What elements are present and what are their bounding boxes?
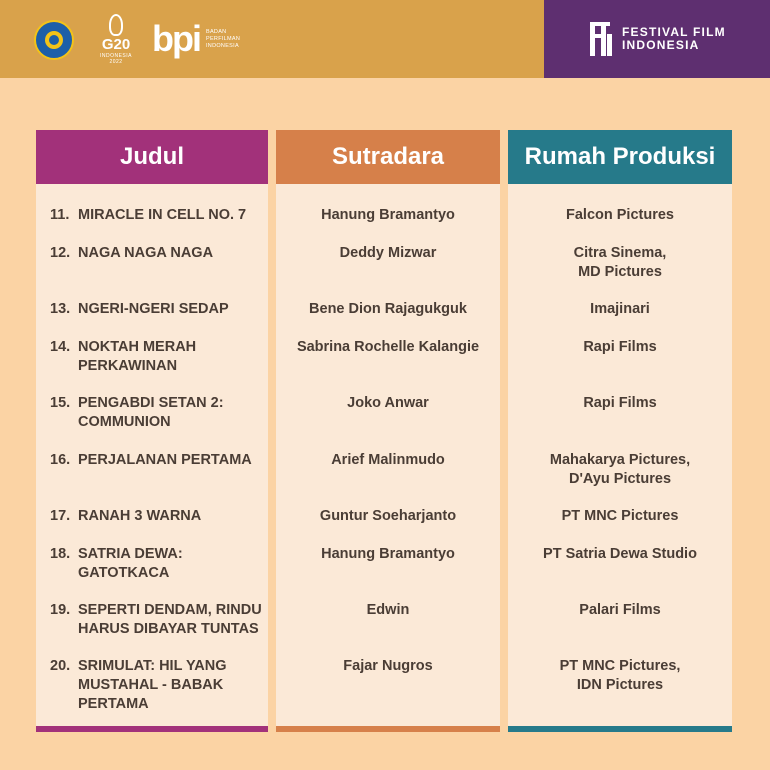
g20-logo [96,14,136,66]
sutradara-header: Sutradara [276,130,500,184]
cell-line: Falcon Pictures [566,207,674,223]
film-title [78,244,264,263]
cell-line: Rapi Films [583,395,657,411]
bpi-sub-line: INDONESIA [205,42,239,49]
cell-line: Joko Anwar [347,395,429,411]
production-cell [508,545,732,564]
director-cell [276,657,500,676]
bpi-logo [152,18,240,60]
title-cell [50,657,264,714]
cell-line: SATRIA DEWA: [78,546,183,562]
g20-sub: INDONESIA 2022 [99,53,132,65]
cell-line: MIRACLE IN CELL NO. 7 [78,207,247,223]
director-cell [276,394,500,413]
film-title [78,300,264,319]
bpi-sub-line: PERFILMAN [205,35,241,42]
film-title [78,394,264,432]
title-cell [50,300,264,319]
production-cell [508,244,732,282]
cell-line: PT MNC Pictures, [559,658,681,674]
cell-line: PENGABDI SETAN 2: [78,395,224,411]
cell-line: SEPERTI DENDAM, RINDU [78,602,262,618]
rumah-produksi-footer-bar [508,726,732,732]
cell-line: HARUS DIBAYAR TUNTAS [78,621,259,637]
cell-line: D'Ayu Pictures [568,471,672,487]
festival-title-line2: INDONESIA [622,38,700,52]
sutradara-footer-bar [276,726,500,732]
festival-panel [544,0,770,78]
cell-line: PERJALANAN PERTAMA [78,452,252,468]
cell-line: Fajar Nugros [343,658,433,674]
judul-header: Judul [36,130,268,184]
cell-line: COMMUNION [78,414,171,430]
production-cell [508,657,732,695]
row-number: 19. [50,602,71,618]
rumah-produksi-header: Rumah Produksi [508,130,732,184]
row-number: 16. [50,452,71,468]
judul-footer-bar [36,726,268,732]
production-cell [508,451,732,489]
header-bar [0,0,770,78]
cell-line: NGERI-NGERI SEDAP [78,301,229,317]
film-title [78,206,264,225]
row-number: 13. [50,301,71,317]
cell-line: PT MNC Pictures [561,508,679,524]
cell-line: Bene Dion Rajagukguk [309,301,467,317]
row-number: 11. [50,207,70,223]
row-number: 12. [50,245,71,261]
row-number: 20. [50,658,71,674]
cell-line: PT Satria Dewa Studio [543,546,697,562]
production-cell [508,507,732,526]
cell-line: SRIMULAT: HIL YANG [78,658,227,674]
production-cell [508,394,732,413]
director-cell [276,545,500,564]
row-number: 14. [50,339,71,355]
cell-line: Hanung Bramantyo [321,546,455,562]
cell-line: Mahakarya Pictures, [549,452,691,468]
film-title [78,507,264,526]
cell-line: Guntur Soeharjanto [319,508,457,524]
director-cell [276,507,500,526]
cell-line: Hanung Bramantyo [321,207,455,223]
cell-line: Arief Malinmudo [331,452,445,468]
title-cell [50,244,264,263]
g20-flame-icon [109,14,123,36]
production-cell [508,601,732,620]
cell-line: Palari Films [579,602,661,618]
cell-line: NAGA NAGA NAGA [78,245,214,261]
film-title [78,338,264,376]
director-cell [276,451,500,470]
production-cell [508,300,732,319]
cell-line: Imajinari [590,301,650,317]
festival-title [622,26,726,52]
title-cell [50,545,264,583]
kemdikbud-logo-icon [34,20,74,60]
director-cell [276,206,500,225]
title-cell [50,206,264,225]
cell-line: Citra Sinema, [573,245,667,261]
director-cell [276,244,500,263]
director-cell [276,300,500,319]
title-cell [50,338,264,376]
bpi-label: bpi [152,18,200,59]
festival-title-line1: FESTIVAL FILM [622,25,726,39]
title-cell [50,507,264,526]
cell-line: Deddy Mizwar [339,245,437,261]
judul-column [36,130,268,732]
production-cell [508,338,732,357]
cell-line: RANAH 3 WARNA [78,508,202,524]
cell-line: PERKAWINAN [78,358,178,374]
cell-line: Sabrina Rochelle Kalangie [296,339,480,355]
rumah-produksi-column [508,130,732,732]
director-cell [276,338,500,357]
cell-line: MUSTAHAL - BABAK [78,677,224,693]
cell-line: Rapi Films [583,339,657,355]
title-cell [50,451,264,470]
cell-line: Edwin [366,602,410,618]
g20-label: G20 [101,36,131,53]
bpi-sub-line: BADAN [205,28,227,35]
row-number: 18. [50,546,71,562]
title-cell [50,394,264,432]
cell-line: IDN Pictures [576,677,664,693]
film-title [78,545,264,583]
ffi-logo-icon [590,22,612,56]
cell-line: NOKTAH MERAH [78,339,197,355]
title-cell [50,601,264,639]
film-title [78,601,264,639]
director-cell [276,601,500,620]
film-title [78,451,264,470]
row-number: 17. [50,508,71,524]
production-cell [508,206,732,225]
sutradara-column [276,130,500,732]
film-title [78,657,264,714]
bpi-sub [206,29,240,50]
row-number: 15. [50,395,71,411]
cell-line: MD Pictures [578,264,662,280]
cell-line: GATOTKACA [78,565,170,581]
cell-line: PERTAMA [78,696,149,712]
